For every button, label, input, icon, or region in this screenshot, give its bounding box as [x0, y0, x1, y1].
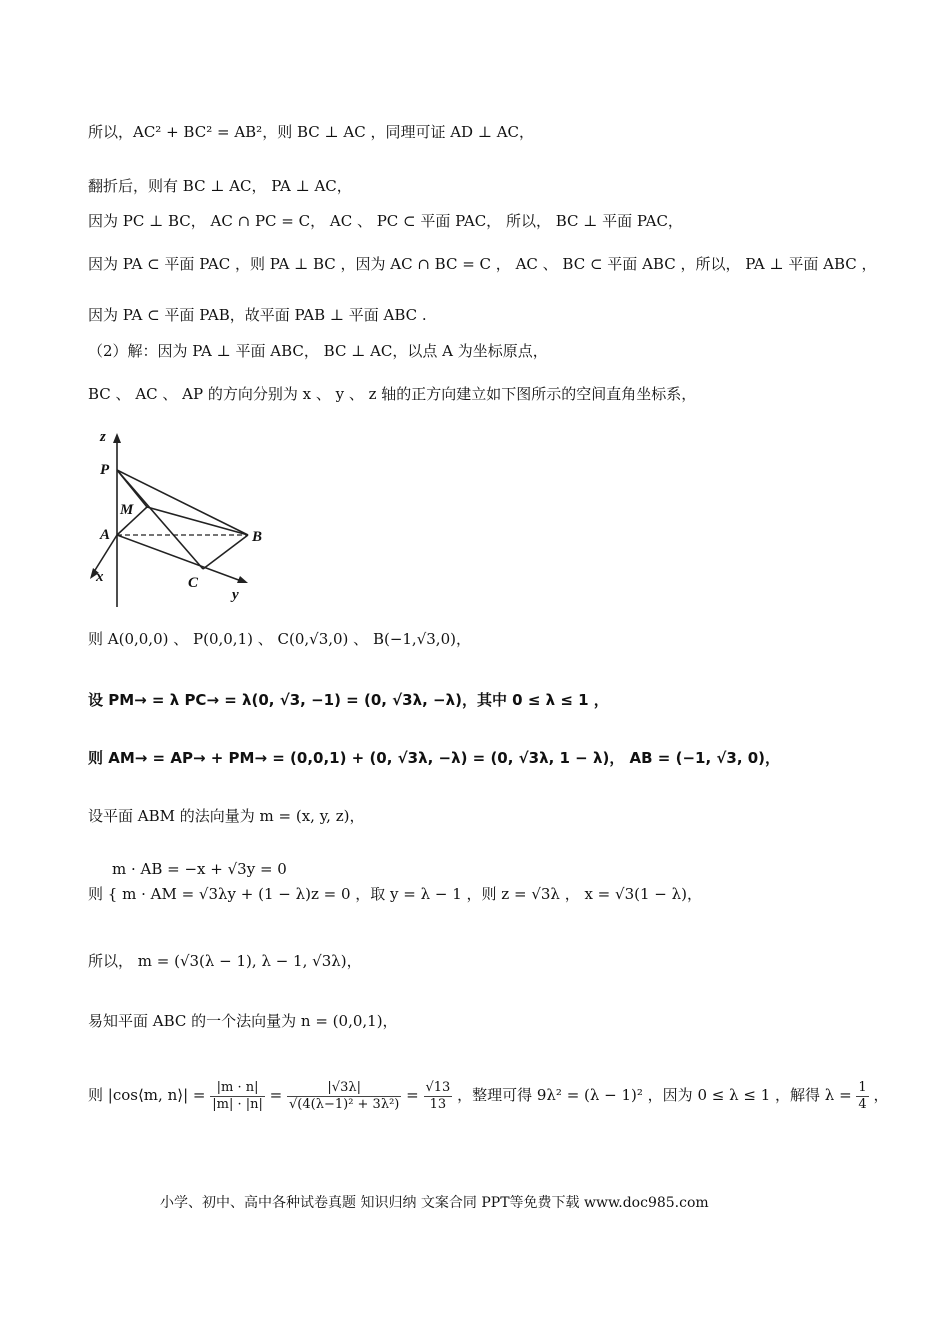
label-P: P [100, 462, 110, 478]
label-z: z [100, 429, 106, 445]
fraction-3-den: 13 [429, 1096, 447, 1112]
label-x: x [96, 569, 104, 585]
line-15-end: ， [873, 1086, 889, 1104]
z-axis-arrow [113, 433, 121, 443]
cos-postfix: ，整理可得 9λ² = (λ − 1)² ，因为 0 ≤ λ ≤ 1 ，解得 λ = [457, 1086, 852, 1104]
line-9: 设 PM→ = λ PC→ = λ(0, √3, −1) = (0, √3λ, −λ)，其中 0 ≤ λ ≤ 1 ， [88, 691, 609, 709]
fraction-2-den: √(4(λ−1)² + 3λ²) [289, 1096, 400, 1112]
fraction-1 [210, 1080, 265, 1113]
line-6: （2）解：因为 PA ⊥ 平面 ABC， BC ⊥ AC，以点 A 为坐标原点， [88, 342, 548, 360]
fraction-1-num: |m · n| [210, 1080, 265, 1097]
label-C: C [188, 575, 199, 591]
fraction-4 [856, 1080, 868, 1113]
line-10: 则 AM→ = AP→ + PM→ = (0,0,1) + (0, √3λ, −λ) = (0, √3λ, 1 − λ)， AB = (−1, √3, 0)， [88, 749, 781, 767]
line-12a: m · AB = −x + √3y = 0 [112, 860, 287, 878]
line-12b: 则 { m · AM = √3λy + (1 − λ)z = 0 ，取 y = λ − 1 ，则 z = √3λ ， x = √3(1 − λ)， [88, 885, 702, 903]
label-y: y [232, 587, 239, 603]
edge-CB [203, 535, 248, 569]
line-3: 因为 PC ⊥ BC， AC ∩ PC = C， AC 、 PC ⊂ 平面 PAC， 所以， BC ⊥ 平面 PAC， [88, 212, 683, 230]
line-2: 翻折后，则有 BC ⊥ AC， PA ⊥ AC， [88, 177, 352, 195]
label-B: B [252, 529, 263, 545]
line-8: 则 A(0,0,0) 、 P(0,0,1) 、 C(0,√3,0) 、 B(−1,√3,0)， [88, 630, 471, 648]
line-11: 设平面 ABM 的法向量为 m = (x, y, z)， [88, 807, 365, 825]
cos-prefix: 则 |cos⟨m, n⟩| = [88, 1086, 206, 1104]
fraction-4-den: 4 [858, 1096, 867, 1112]
label-A: A [100, 527, 111, 543]
fraction-2 [287, 1080, 401, 1113]
equals-2: = [406, 1086, 419, 1104]
line-13: 所以， m = (√3(λ − 1), λ − 1, √3λ)， [88, 952, 362, 970]
fraction-3-num: √13 [425, 1079, 451, 1095]
y-axis-arrow [237, 576, 248, 583]
fraction-4-num: 1 [858, 1079, 867, 1095]
page-footer: 小学、初中、高中各种试卷真题 知识归纳 文案合同 PPT等免费下载 www.doc985.com [160, 1195, 709, 1211]
equals-1: = [269, 1086, 283, 1104]
fraction-2-num: |√3λ| [287, 1080, 401, 1097]
line-1: 所以，AC² + BC² = AB²，则 BC ⊥ AC ，同理可证 AD ⊥ AC， [88, 123, 535, 141]
line-7: BC 、 AC 、 AP 的方向分别为 x 、 y 、 z 轴的正方向建立如下图所示的空间直角坐标系， [88, 385, 697, 403]
line-5: 因为 PA ⊂ 平面 PAB，故平面 PAB ⊥ 平面 ABC . [88, 306, 427, 324]
fraction-3 [424, 1080, 453, 1113]
label-M: M [120, 502, 134, 518]
line-4: 因为 PA ⊂ 平面 PAC ，则 PA ⊥ BC ，因为 AC ∩ BC = C ， AC 、 BC ⊂ 平面 ABC ，所以， PA ⊥ 平面 ABC ， [88, 255, 877, 273]
coordinate-figure [88, 427, 278, 607]
edge-PB [117, 470, 248, 535]
line-14: 易知平面 ABC 的一个法向量为 n = (0,0,1)， [88, 1012, 398, 1030]
fraction-1-den: |m| · |n| [212, 1096, 263, 1112]
line-15 [88, 1068, 889, 1122]
